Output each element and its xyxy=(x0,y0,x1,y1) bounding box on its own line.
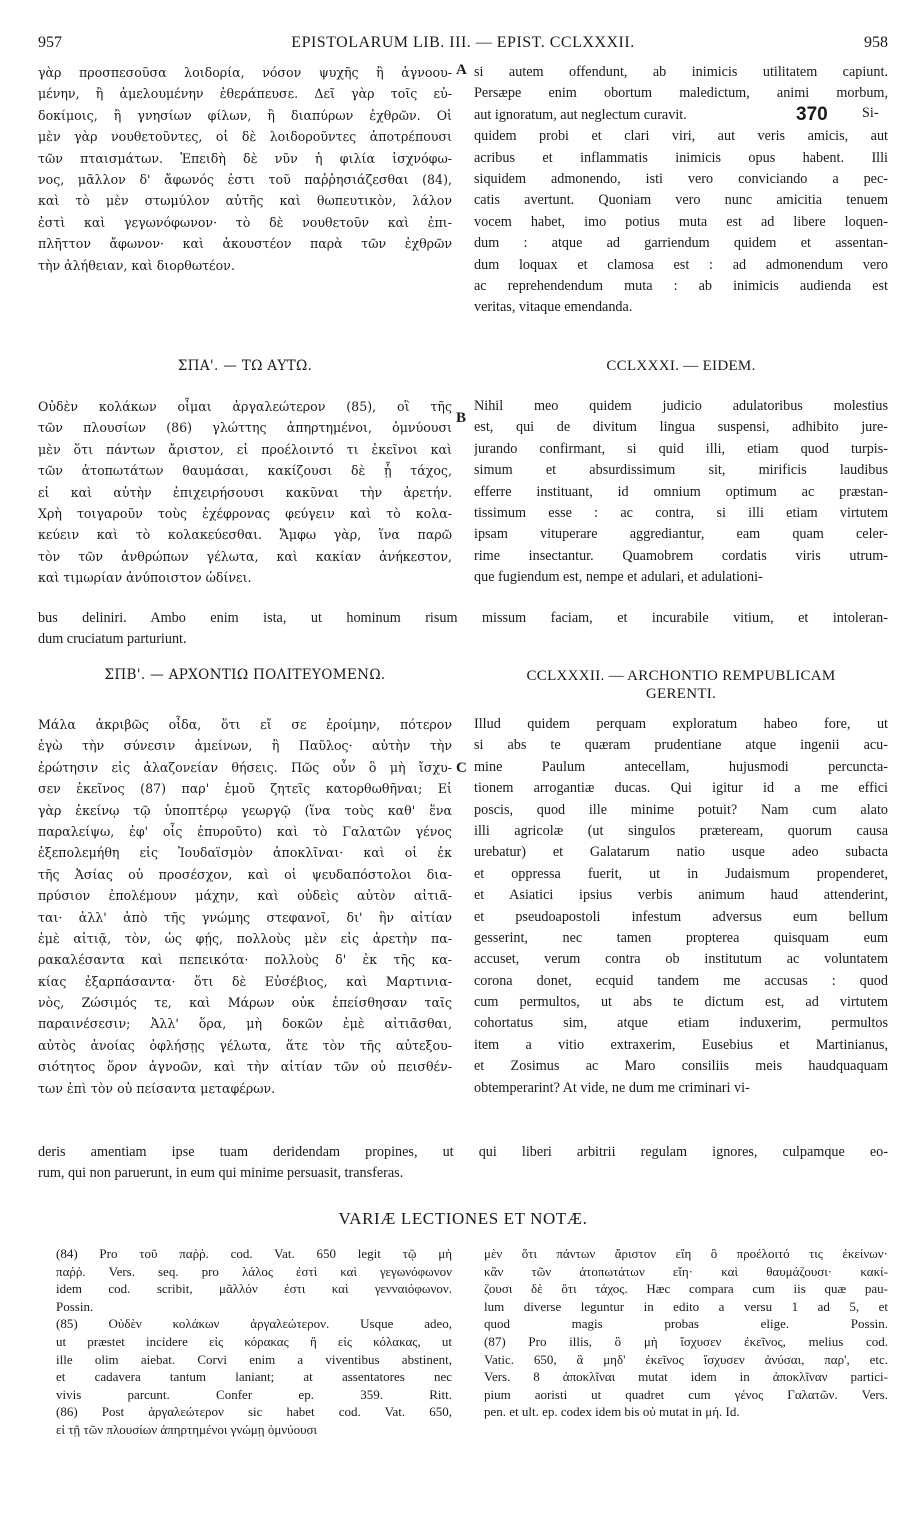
text-line: (85) Οὐδὲν κολάκων ἀργαλεώτερον. Usque adeo, xyxy=(56,1316,452,1332)
notes-right-column xyxy=(484,1245,888,1421)
text-line: καὶ τιμωρίαν ἀνύποιστον ὠδίνει. xyxy=(38,570,252,586)
text-line: μὲν ὅτι πάντων ἄριστον εἴη ὃ προέλοιτό τις ἐκείνων· xyxy=(484,1246,888,1261)
letter-282-latin-text xyxy=(474,714,888,1099)
page-number-left: 957 xyxy=(38,34,62,51)
text-line: νὸς, Ζώσιμός τε, καὶ Μάρων οὐκ ἐπείσθησαν ταῖς xyxy=(38,995,452,1011)
text-line: pen. et ult. ep. codex idem bis οὐ mutat in μή. Id. xyxy=(484,1404,740,1420)
text-line: rime insectantur. Quamobrem cordatis viris utrum- xyxy=(474,547,888,564)
text-line: τῶν πλουσίων (86) γλώττης ἀπηρτημένοι, ὀμνύουσι xyxy=(38,420,452,436)
text-line: dum loquax et clamosa est : ad admonendum vero xyxy=(474,256,888,273)
text-line: γὰρ ἐκείνῳ τῷ ὑποπτέρῳ γεωργῷ (ἵνα τοὺς καθ' ἕνα xyxy=(38,802,452,818)
text-line: vivis parcunt. Confer ep. 359. Ritt. xyxy=(56,1386,452,1402)
letter-280-latin-part-b xyxy=(474,126,888,319)
text-line: est, qui de divitum lingua suspensi, adhibito jure- xyxy=(474,419,888,436)
letter-282-latin-title xyxy=(474,667,888,703)
text-line: ἐρώτησιν εἰς ἀλαζονείαν θήσεις. Πῶς οὖν ὃ μὴ ἴσχυ- xyxy=(38,759,452,775)
text-line: μὲν ὅτι πάντων ἄριστον, εἰ προέλοιντό τι ἐκεῖνοι καὶ xyxy=(38,441,452,457)
page-number-right: 958 xyxy=(864,34,888,51)
letter-281-greek-title: ΣΠΑ'. — ΤΩ ΑΥΤΩ. xyxy=(177,358,313,374)
letter-281-full-width-text xyxy=(38,608,888,651)
letter-281-latin-text xyxy=(474,396,888,589)
text-line: πλῆττον ἄφωνον· καὶ ἀκουστέον παρὰ τῶν ἐχθρῶν xyxy=(38,236,452,252)
text-line: vocem habet, imo potius muta est ad libere loquen- xyxy=(474,213,888,230)
text-line: pium aoristi ut quadret cum γένος Γαλατῶν. Vers. xyxy=(484,1386,888,1402)
text-line: rum, qui non paruerunt, in eum qui minime persuasit, transferas. xyxy=(38,1165,404,1182)
text-line: corona donet, ecquid tandem me accusas : quod xyxy=(474,972,888,989)
letter-280-latin-text xyxy=(474,62,888,319)
text-line: ἐγὼ τὴν σύνεσιν ἀμείνων, ἢ Παῦλος· αὐτὴν τὴν xyxy=(38,738,452,754)
text-line: quod magis probas elige. Possin. xyxy=(484,1316,888,1332)
text-line: Χρὴ τοιγαροῦν τοὺς ἐχέφρονας φεύγειν καὶ τὸ κολα- xyxy=(38,505,452,521)
letter-280-greek-text xyxy=(38,62,452,276)
text-line: lum diverse leguntur in edito a versu 1 ad 5, et xyxy=(484,1298,888,1314)
letter-282-latin-title-line-1: CCLXXXII. — ARCHONTIO REMPUBLICAM xyxy=(526,668,836,684)
text-line: τῶν πταισμάτων. Ἐπειδὴ δὲ νῦν ἡ φιλία ἰσχνόφω- xyxy=(38,150,452,166)
text-line: ζουσι δὲ ὅτι τάχος. Hæc compara cum iis quæ pau- xyxy=(484,1281,888,1297)
text-line: κεύειν καὶ τὸ κολακεύεσθαι. Ἄμφω γὰρ, ἵνα παρῶ xyxy=(38,527,452,543)
text-line: τὴν ἀλήθειαν, καὶ διορθωτέον. xyxy=(38,257,235,273)
text-line: mine Paulum antecellam, hujusmodi percuncta- xyxy=(474,758,888,775)
text-line: cohortatus sim, atque etiam induxerim, permultos xyxy=(474,1015,888,1032)
text-line: Nihil meo quidem judicio adulatoribus molestius xyxy=(474,398,888,414)
notes-left-column xyxy=(56,1245,452,1439)
letter-282-greek-title: ΣΠΒ'. — ΑΡΧΟΝΤΙΩ ΠΟΛΙΤΕΥΟΜΕΝΩ. xyxy=(104,667,386,683)
letter-282-latin-title-line-2: GERENTI. xyxy=(645,686,717,702)
text-line: bus deliniri. Ambo enim ista, ut hominum risum missum faciam, et incurabile vitium, et intoleran- xyxy=(38,610,888,626)
text-line: poscis, quod ille minime potuit? Nam cum alato xyxy=(474,801,888,818)
text-line: Possin. xyxy=(56,1298,94,1314)
text-line: idem cod. scribit, μᾶλλόν ἐστι καὶ γενναιόφωνον. xyxy=(56,1281,452,1297)
text-line: si abs te quæram prudentiane atque ingenii acu- xyxy=(474,737,888,754)
text-line: σεν ἐκεῖνος (87) παρ' ἐμοῦ ζητεῖς κατορθωθῆναι; Εἰ xyxy=(38,781,452,797)
text-line: si autem offendunt, ab inimicis utilitatem capiunt. xyxy=(474,64,888,80)
notes-heading: VARIÆ LECTIONES ET NOTÆ. xyxy=(338,1209,588,1228)
text-line: νος, μᾶλλον δ' ἄφωνός ἐστι τοῦ παῤῥησιάζεσθαι (84), xyxy=(38,171,452,187)
text-line: et oppressa fuerit, ut in Judaismum propenderet, xyxy=(474,865,888,882)
text-line: δοκίμοις, ἢ γνησίων φίλων, ἢ διαπύρων ἐχθρῶν. Οἱ xyxy=(38,107,452,123)
text-line: Vatic. 650, ἃ μηδ' ἐκεῖνος ἴσχυσεν ἀνύσαι, παρ', etc. xyxy=(484,1351,888,1367)
text-line: ut præstet incidere εἰς κόρακας ἢ εἰς κόλακας, ut xyxy=(56,1333,452,1349)
latin-continuation-word: Si- xyxy=(862,105,879,121)
text-line: efferre instituant, id omnium optimum ac præstan- xyxy=(474,483,888,500)
letter-281-latin-title: CCLXXXI. — EIDEM. xyxy=(606,358,756,374)
text-line: αὐτὸς ἀνοίας ὀφλήσῃς γέλωτα, ἅτε τὸν τῆς αὐτεξου- xyxy=(38,1037,452,1053)
column-number: 370 xyxy=(796,104,828,125)
text-line: obtemperarint? At vide, ne dum me criminari vi- xyxy=(474,1079,750,1096)
text-line: μένην, ἢ ἀμελουμένην ἐθεράπευσε. Δεῖ γὰρ τοῖς εὐ- xyxy=(38,86,452,102)
margin-letter-a: A xyxy=(456,62,467,78)
text-line: Illud quidem perquam exploratum habeo fore, ut xyxy=(474,716,888,732)
text-line: veritas, vitaque emendanda. xyxy=(474,299,633,316)
text-line: κἂν τῶν ἀτοπωτάτων εἴη· καὶ θαυμάζουσι· κακί- xyxy=(484,1263,888,1279)
text-line: παραλείψω, ἐφ' οἷς ἐπυροῦτο) καὶ τὸ Γαλατῶν γένος xyxy=(38,823,452,839)
text-line: πρύσιον ἐπολέμουν μάχην, καὶ οὐδεὶς αὐτὸν αἰτιᾶ- xyxy=(38,888,452,904)
text-line: siquidem admonendo, isti vero conviciando a pec- xyxy=(474,170,888,187)
text-line: των ἐπὶ τὸν οὐ πείσαντα μεταφέρων. xyxy=(38,1080,276,1096)
text-line: (84) Pro τοῦ παῤῥ. cod. Vat. 650 legit τῷ μὴ xyxy=(56,1246,452,1261)
text-line: κίας ἐξαρπάσαντα· ὅτι δὲ Εὐσέβιος, καὶ Μαρτινια- xyxy=(38,973,452,989)
text-line: ρακαλέσαντα καὶ πεπεικότα· πολλοὺς δ' ἐκ τῆς κα- xyxy=(38,952,452,968)
running-title: EPISTOLARUM LIB. III. — EPIST. CCLXXXII. xyxy=(291,34,635,51)
text-line: εἰ καὶ αὐτὴν ἐπιχειρήσουσι κακῦναι τὴν ἀρετήν. xyxy=(38,484,452,500)
text-line: dum : atque ad garriendum quidem et assentan- xyxy=(474,235,888,252)
text-line: tissimum esse : ac contra, si illi etiam virtutem xyxy=(474,504,888,521)
text-line: παῤῥ. Vers. seq. pro λάλος ἐστὶ καὶ γεγωνόφωνον xyxy=(56,1263,452,1279)
text-line: Οὐδὲν κολάκων οἶμαι ἀργαλεώτερον (85), οἳ τῆς xyxy=(38,399,452,414)
text-line: Vers. 8 ἀποκλῖναι mutat idem in ἀποκλῖναν partici- xyxy=(484,1369,888,1385)
text-line: aut ignoratum, aut neglectum curavit. xyxy=(474,106,687,123)
text-line: illi agricolæ (ut singulos præteream, quorum causa xyxy=(474,822,888,839)
text-line: εἰ τῇ τῶν πλουσίων ἀπηρτημένοι γνώμῃ ὀμνύουσι xyxy=(56,1421,318,1437)
text-line: (87) Pro illis, ὃ μὴ ἴσχυσεν ἐκεῖνος, melius cod. xyxy=(484,1333,888,1349)
text-line: jurando confirmant, si quid illi, etiam quod turpis- xyxy=(474,440,888,457)
text-line: ipsam vituperare aggrediantur, eam quam celer- xyxy=(474,526,888,543)
text-line: et cadavera tantum laniant; at assentatores nec xyxy=(56,1369,452,1385)
letter-281-greek-text xyxy=(38,396,452,589)
text-line: dum cruciatum parturiunt. xyxy=(38,631,187,648)
text-line: μὲν γὰρ νουθετοῦντες, οἱ δὲ λοιδοροῦντες ἀποτρέπουσι xyxy=(38,129,452,145)
text-line: que fugiendum est, nempe et adulari, et adulationi- xyxy=(474,569,763,586)
text-line: acribus et inflammatis inimicis opus habent. Illi xyxy=(474,149,888,166)
text-line: τὸν τῶν ἀνθρώπων γέλωτα, καὶ κακίαν ἀνήκεστον, xyxy=(38,548,452,564)
text-line: καὶ τὸ μὲν στωμύλον αὐτῆς καὶ θωπευτικὸν, λάλον xyxy=(38,193,452,209)
text-line: ται· ἀλλ' ἀπὸ τῆς γνώμης στεφανοῖ, δι' ἣν αἰτίαν xyxy=(38,909,452,925)
text-line: et Zosimus ac Maro consiliis meis haudquaquam xyxy=(474,1058,888,1075)
text-line: Persæpe enim obortum maledictum, animi morbum, xyxy=(474,85,888,102)
text-line: et Asiatici ipsius verbis animum haud attenderint, xyxy=(474,887,888,904)
text-line: ἐξεπολεμήθη εἰς Ἰουδαϊσμὸν ἀποκλῖναι· καὶ οἱ ἐκ xyxy=(38,845,452,861)
text-line: accuset, verum contra ob institutum ac voluntatem xyxy=(474,951,888,968)
text-line: urebatur) et Galatarum natio usque adeo subacta xyxy=(474,844,888,861)
text-line: item a vitio extraxerim, Eusebius et Martinianus, xyxy=(474,1036,888,1053)
text-line: παραινέσεσιν; Ἀλλ' ὅρα, μὴ δοκῶν ἐμὲ αἰτιᾶσθαι, xyxy=(38,1016,452,1032)
text-line: deris amentiam ipse tuam deridendam propines, ut qui liberi arbitrii regulam ignores, culpamque eo- xyxy=(38,1144,888,1160)
page-header xyxy=(38,34,888,58)
text-line: tionem arrogantiæ ducas. Qui igitur id a me effici xyxy=(474,780,888,797)
text-line: et pseudoapostoli infestum adversus eum bellum xyxy=(474,908,888,925)
margin-letter-c: C xyxy=(456,760,467,776)
text-line: (86) Post ἀργαλεώτερον sic habet cod. Vat. 650, xyxy=(56,1404,452,1420)
text-line: simum et absurdissimum sit, mirificis laudibus xyxy=(474,462,888,479)
text-line: gesserint, nec tamen propterea quisquam eum xyxy=(474,929,888,946)
text-line: γὰρ προσπεσοῦσα λοιδορία, νόσον ψυχῆς ἢ ἀγνοου- xyxy=(38,65,452,80)
text-line: catis avertunt. Quoniam vero nunc amicitia tenuem xyxy=(474,192,888,209)
text-line: ille olim aiebat. Corvi enim a viventibus abstinent, xyxy=(56,1351,452,1367)
text-line: ἐστὶ καὶ γεγωνόφωνον· τὸ δὲ νουθετοῦν καὶ ἐπι- xyxy=(38,214,452,230)
letter-282-greek-text xyxy=(38,714,452,1099)
text-line: τῶν ἀτοπωτάτων θαυμάσαι, κακίζουσι δὲ ᾗ τάχος, xyxy=(38,463,452,479)
text-line: ἐμὲ αἰτιᾷ, τὸν, ὡς φῄς, πολλοὺς μὲν εἰς ἀρετὴν πα- xyxy=(38,930,452,946)
letter-282-full-width-text xyxy=(38,1142,888,1185)
text-line: quidem probi et clari viri, aut veris amicis, aut xyxy=(474,128,888,145)
text-line: cum permultos, ut abs te dictum est, ad virtutem xyxy=(474,994,888,1011)
text-line: τῆς Ἀσίας οὐ προσέσχον, καὶ οἱ ψευδαπόστολοι δια- xyxy=(38,866,452,882)
text-line: Μάλα ἀκριβῶς οἶδα, ὅτι εἴ σε ἐροίμην, πότερον xyxy=(38,717,452,732)
text-line: σιότητος ὅρον ἀγνοῶν, καὶ τὴν αἰτίαν τῶν οὐ πεισθέν- xyxy=(38,1059,452,1075)
margin-letter-b: B xyxy=(456,410,467,426)
text-line: ac reprehendendum muta : ab inimicis audienda est xyxy=(474,277,888,294)
